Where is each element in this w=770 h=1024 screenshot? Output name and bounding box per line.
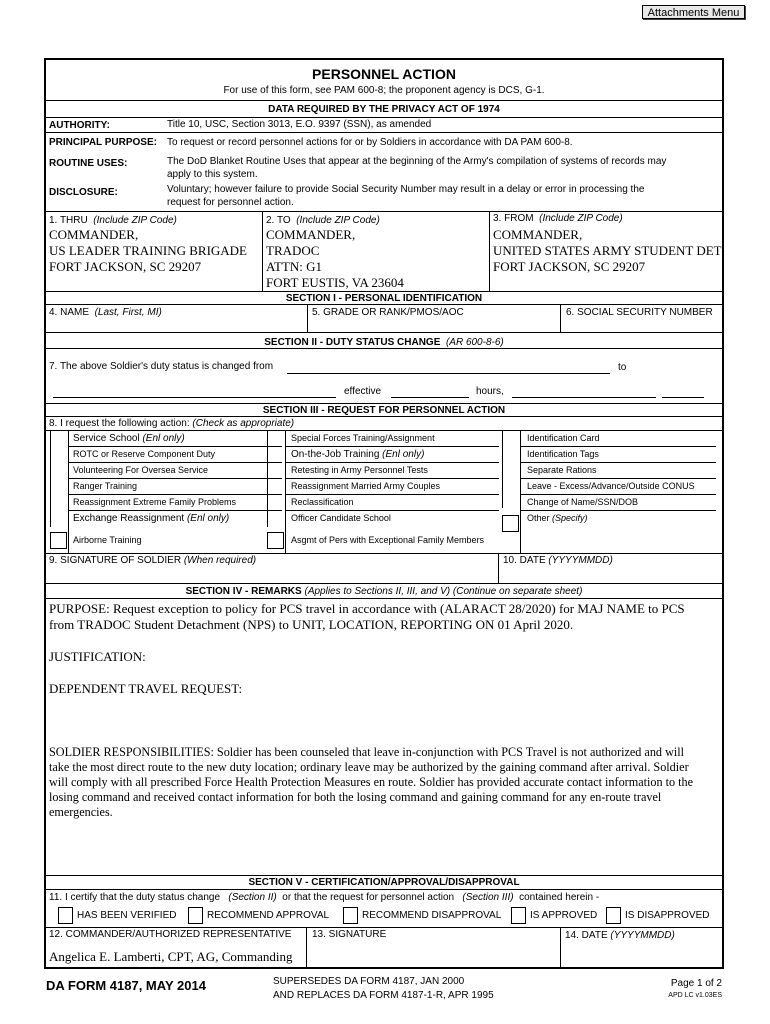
option-recommend-approval: RECOMMEND APPROVAL [207,910,330,921]
ssn-label[interactable]: 6. SOCIAL SECURITY NUMBER [566,307,713,318]
option-col2-1: On-the-Job Training (Enl only) [291,449,425,460]
grade-label[interactable]: 5. GRADE OR RANK/PMOS/AOC [312,307,464,318]
checkbox-col1-0[interactable] [50,431,64,445]
option-col1-0: Service School (Enl only) [73,433,185,444]
section-4-title: SECTION IV - REMARKS (Applies to Sections II, III, and V) (Continue on separate sheet) [185,586,583,597]
checkbox-col3-3[interactable] [502,479,516,493]
checkbox-col2-2[interactable] [267,463,281,477]
date-10-label[interactable]: 10. DATE (YYYYMMDD) [503,555,613,566]
to-address[interactable]: COMMANDER, TRADOC ATTN: G1 FORT EUSTIS, VA 23604 [266,227,404,290]
checkbox-col1-3[interactable] [50,479,64,493]
effective-extra-field[interactable] [662,397,704,398]
checkbox-col1-5[interactable] [50,511,64,525]
checkbox-has-been-verified[interactable] [58,907,73,924]
option-col2-3: Reassignment Married Army Couples [291,481,441,491]
to-label: 2. TO (Include ZIP Code) [266,215,380,226]
purpose-text: To request or record personnel actions for or by Soldiers in accordance with DA PAM 600-8. [167,137,573,148]
remarks-text[interactable]: PURPOSE: Request exception to policy for PCS travel in accordance with (ALARACT 28/2020) for MAJ NAME to PCS from TRADOC Student Detachment (NPS) to UNIT, LOCATION, REPORTING ON 01 April 2020. JUSTIFICATION: DEPENDENT TRAVEL REQUEST: SOLDIER RESPONSIBILITIES: Soldier has been counseled that leave in-conjunction with PCS Travel is not authorized and will take the most direct route to the new duty location; ordinary leave may be authorized by the gaining command after arrival. Soldier will comply with all prescribed Force Health Protection Measures en route. Soldier has provided accurate contact information to the losing command and received contact information for both the losing command and gaining command for any en-route travel emergencies. [49,601,694,819]
checkbox-col2-6[interactable] [267,532,284,549]
section-5-title: SECTION V - CERTIFICATION/APPROVAL/DISAPPROVAL [248,877,520,888]
option-col2-5: Officer Candidate School [291,513,391,523]
name-label[interactable]: 4. NAME (Last, First, MI) [49,307,162,318]
form-title: PERSONNEL ACTION [312,66,456,82]
option-is-approved: IS APPROVED [530,910,598,921]
checkbox-col1-6[interactable] [50,532,67,549]
routine-uses-text-2: apply to this system. [167,169,258,180]
commander-label: 12. COMMANDER/AUTHORIZED REPRESENTATIVE [49,929,292,940]
option-col3-2: Separate Rations [527,465,597,475]
section-2-title: SECTION II - DUTY STATUS CHANGE (AR 600-8-6) [264,337,504,348]
option-col1-5: Exchange Reassignment (Enl only) [73,513,230,524]
effective-time-field[interactable] [391,397,469,398]
section-1-title: SECTION I - PERSONAL IDENTIFICATION [285,293,483,304]
hours-label: hours, [476,386,504,397]
privacy-act-title: DATA REQUIRED BY THE PRIVACY ACT OF 1974 [268,104,500,115]
commander-value[interactable]: Angelica E. Lamberti, CPT, AG, Commanding [49,949,293,964]
thru-label: 1. THRU (Include ZIP Code) [49,215,177,226]
checkbox-col2-5[interactable] [267,511,281,525]
page-number: Page 1 of 2 [670,978,722,989]
status-from-field[interactable] [287,373,610,374]
checkbox-col1-4[interactable] [50,495,64,509]
effective-date-field[interactable] [512,397,656,398]
checkbox-is-approved[interactable] [511,907,526,924]
option-col3-0: Identification Card [527,433,600,443]
supersedes-line-2: AND REPLACES DA FORM 4187-1-R, APR 1995 [273,990,494,1001]
option-col3-1: Identification Tags [527,449,599,459]
disclosure-text-2: request for personnel action. [167,197,294,208]
checkbox-col1-1[interactable] [50,447,64,461]
option-col3-4: Change of Name/SSN/DOB [527,497,639,507]
checkbox-col2-3[interactable] [267,479,281,493]
checkbox-col2-1[interactable] [267,447,281,461]
item-11-label: 11. I certify that the duty status change (Section II) or that the request for personnel action (Section III) contained herein - [49,892,600,903]
authority-text: Title 10, USC, Section 3013, E.O. 9397 (SSN), as amended [167,119,432,130]
routine-uses-label: ROUTINE USES: [49,158,128,169]
option-col3-5: Other (Specify) [527,513,588,523]
checkbox-col3-1[interactable] [502,447,516,461]
authority-label: AUTHORITY: [49,120,110,131]
from-label: 3. FROM (Include ZIP Code) [493,213,623,224]
option-col2-0: Special Forces Training/Assignment [291,433,435,443]
effective-label: effective [344,386,382,397]
disclosure-label: DISCLOSURE: [49,187,118,198]
option-col1-6: Airborne Training [73,535,142,545]
item-8-label: 8. I request the following action: (Check as appropriate) [49,418,295,429]
option-col2-4: Reclassification [291,497,354,507]
signature-13-label[interactable]: 13. SIGNATURE [312,929,387,940]
supersedes-line-1: SUPERSEDES DA FORM 4187, JAN 2000 [273,976,465,987]
option-col3-3: Leave - Excess/Advance/Outside CONUS [527,481,695,491]
form-version: APD LC v1.03ES [668,992,722,999]
option-col2-2: Retesting in Army Personnel Tests [291,465,428,475]
disclosure-text-1: Voluntary; however failure to provide Social Security Number may result in a delay or error in processing the [167,184,645,195]
option-is-disapproved: IS DISAPPROVED [625,910,710,921]
checkbox-col3-0[interactable] [502,431,516,445]
purpose-label: PRINCIPAL PURPOSE: [49,137,157,148]
checkbox-col3-4[interactable] [502,495,516,509]
checkbox-recommend-disapproval[interactable] [343,907,358,924]
checkbox-recommend-approval[interactable] [188,907,203,924]
form-id: DA FORM 4187, MAY 2014 [46,978,206,993]
option-col1-4: Reassignment Extreme Family Problems [73,497,237,507]
form-subtitle: For use of this form, see PAM 600-8; the proponent agency is DCS, G-1. [223,85,545,96]
from-address[interactable]: COMMANDER, UNITED STATES ARMY STUDENT DET FORT JACKSON, SC 29207 [493,227,722,274]
checkbox-col1-2[interactable] [50,463,64,477]
option-has-been-verified: HAS BEEN VERIFIED [77,910,177,921]
attachments-menu-button[interactable]: Attachments Menu [642,5,745,19]
checkbox-col2-0[interactable] [267,431,281,445]
checkbox-col2-4[interactable] [267,495,281,509]
option-col1-3: Ranger Training [73,481,138,491]
option-recommend-disapproval: RECOMMEND DISAPPROVAL [362,910,502,921]
checkbox-col3-5[interactable] [502,515,519,532]
section-3-title: SECTION III - REQUEST FOR PERSONNEL ACTION [262,405,506,416]
soldier-signature-label[interactable]: 9. SIGNATURE OF SOLDIER (When required) [49,555,257,566]
checkbox-is-disapproved[interactable] [606,907,621,924]
thru-address[interactable]: COMMANDER, US LEADER TRAINING BRIGADE FORT JACKSON, SC 29207 [49,227,248,274]
status-to-label: to [618,362,627,373]
item-7-label: 7. The above Soldier's duty status is changed from [49,361,274,372]
checkbox-col3-2[interactable] [502,463,516,477]
option-col2-6: Asgmt of Pers with Exceptional Family Members [291,535,485,545]
routine-uses-text-1: The DoD Blanket Routine Uses that appear at the beginning of the Army's compilation of systems of records may [167,156,667,167]
status-to-field[interactable] [53,397,336,398]
option-col1-1: ROTC or Reserve Component Duty [73,449,216,459]
option-col1-2: Volunteering For Oversea Service [73,465,209,475]
date-14-label[interactable]: 14. DATE (YYYYMMDD) [565,930,675,941]
